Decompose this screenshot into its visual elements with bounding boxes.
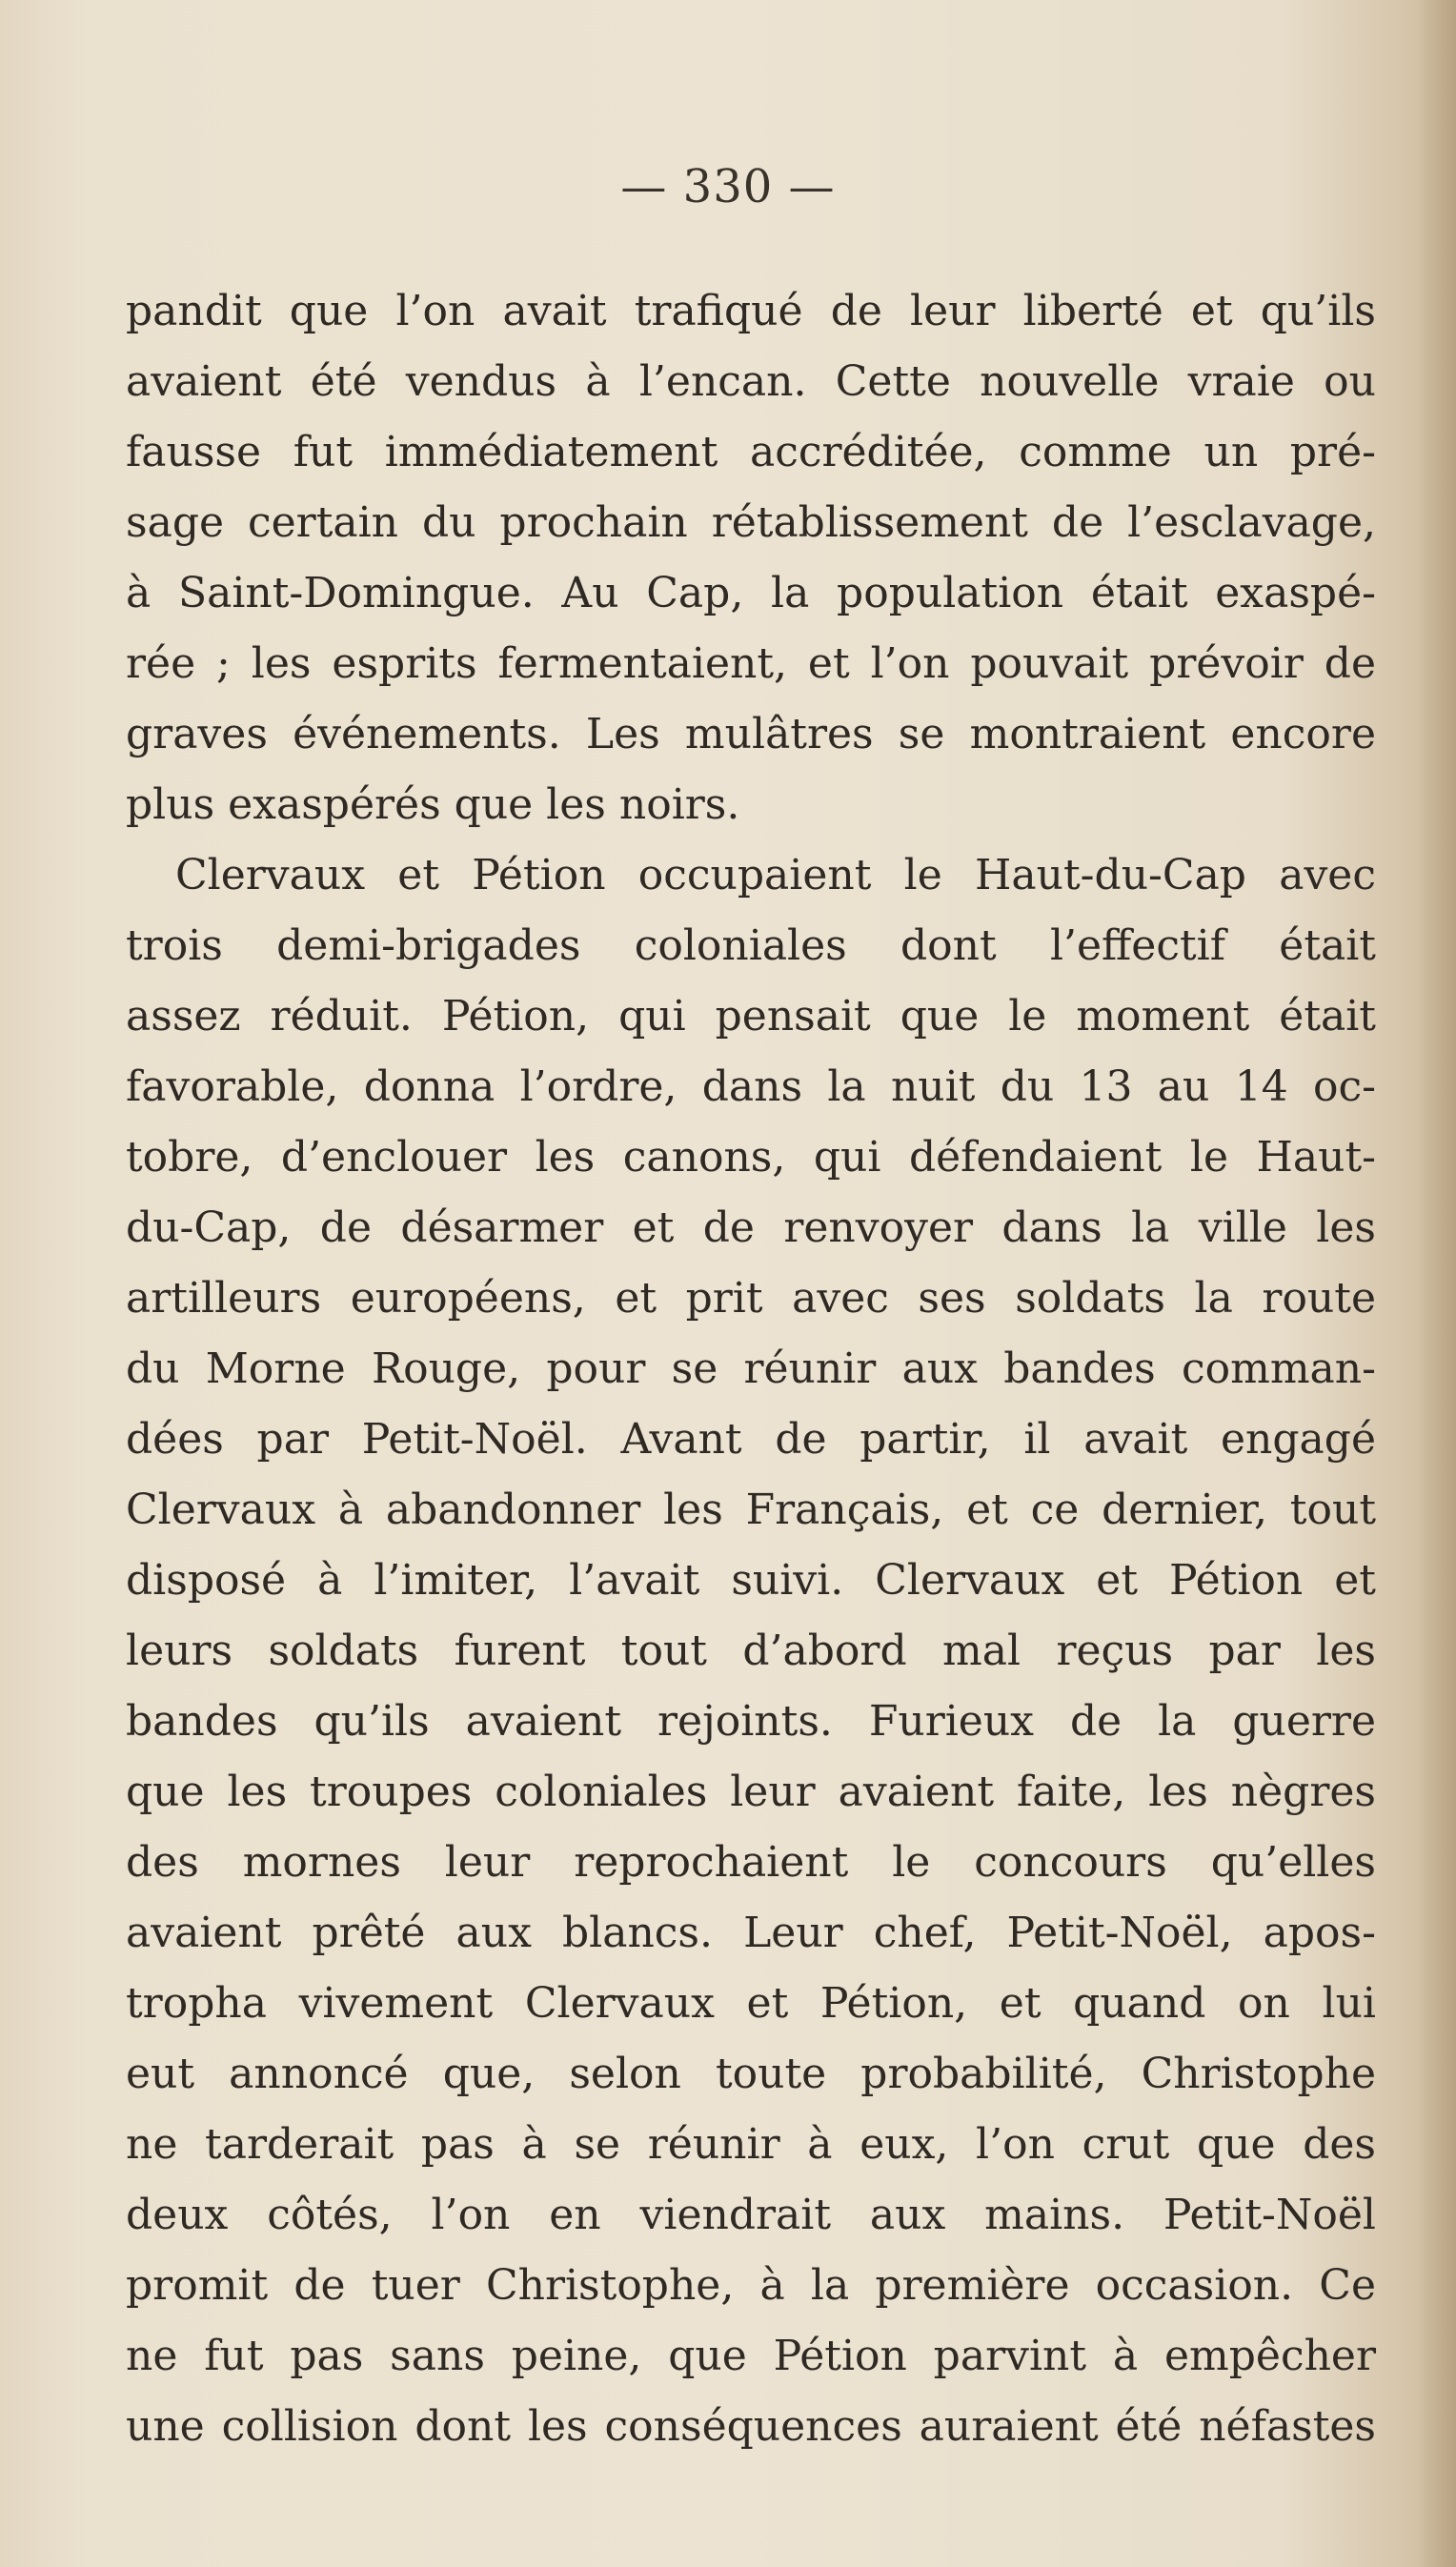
text-line: deux côtés, l’on en viendrait aux mains. Petit-Noël [126,2191,1376,2239]
text-line: Clervaux et Pétion occupaient le Haut-du-Cap avec [175,851,1376,899]
text-line: eut annoncé que, selon toute probabilité, Christophe [126,2050,1376,2098]
text-line: tropha vivement Clervaux et Pétion, et quand on lui [126,1979,1376,2028]
text-line: à Saint-Domingue. Au Cap, la population était exaspé- [126,569,1376,617]
text-line: assez réduit. Pétion, qui pensait que le moment était [126,992,1376,1041]
text-line: favorable, donna l’ordre, dans la nuit du 13 au 14 oc- [126,1062,1376,1111]
page-edge-shadow [1418,0,1456,2567]
text-line: ne fut pas sans peine, que Pétion parvint à empêcher [126,2332,1376,2380]
text-line: avaient prêté aux blancs. Leur chef, Petit-Noël, apos- [126,1909,1376,1957]
text-line: leurs soldats furent tout d’abord mal reçus par les [126,1627,1376,1675]
text-line: rée ; les esprits fermentaient, et l’on pouvait prévoir de [126,639,1376,688]
text-line: artilleurs européens, et prit avec ses soldats la route [126,1274,1376,1323]
text-line: promit de tuer Christophe, à la première occasion. Ce [126,2261,1376,2310]
text-line: bandes qu’ils avaient rejoints. Furieux de la guerre [126,1697,1376,1746]
text-line: ne tarderait pas à se réunir à eux, l’on crut que des [126,2120,1376,2169]
page-number: — 330 — [620,160,836,213]
text-line: fausse fut immédiatement accréditée, comme un pré- [126,428,1376,476]
text-line: plus exaspérés que les noirs. [126,780,740,829]
text-line: que les troupes coloniales leur avaient faite, les nègres [126,1768,1376,1816]
text-line: graves événements. Les mulâtres se montraient encore [126,710,1376,758]
text-line: pandit que l’on avait trafiqué de leur liberté et qu’ils [126,287,1376,335]
text-line: tobre, d’enclouer les canons, qui défendaient le Haut- [126,1133,1376,1182]
text-line: avaient été vendus à l’encan. Cette nouvelle vraie ou [126,357,1376,406]
text-line: trois demi-brigades coloniales dont l’effectif était [126,921,1376,970]
text-line: sage certain du prochain rétablissement de l’esclavage, [126,498,1376,547]
text-line: Clervaux à abandonner les Français, et ce dernier, tout [126,1486,1376,1534]
text-line: des mornes leur reprochaient le concours qu’elles [126,1838,1376,1887]
text-line: du-Cap, de désarmer et de renvoyer dans la ville les [126,1203,1376,1252]
text-line: dées par Petit-Noël. Avant de partir, il avait engagé [126,1415,1376,1464]
body-text [126,276,1376,2462]
text-line: disposé à l’imiter, l’avait suivi. Clervaux et Pétion et [126,1556,1376,1605]
text-line: du Morne Rouge, pour se réunir aux bandes comman- [126,1344,1376,1393]
text-line: une collision dont les conséquences auraient été néfastes [126,2402,1376,2451]
